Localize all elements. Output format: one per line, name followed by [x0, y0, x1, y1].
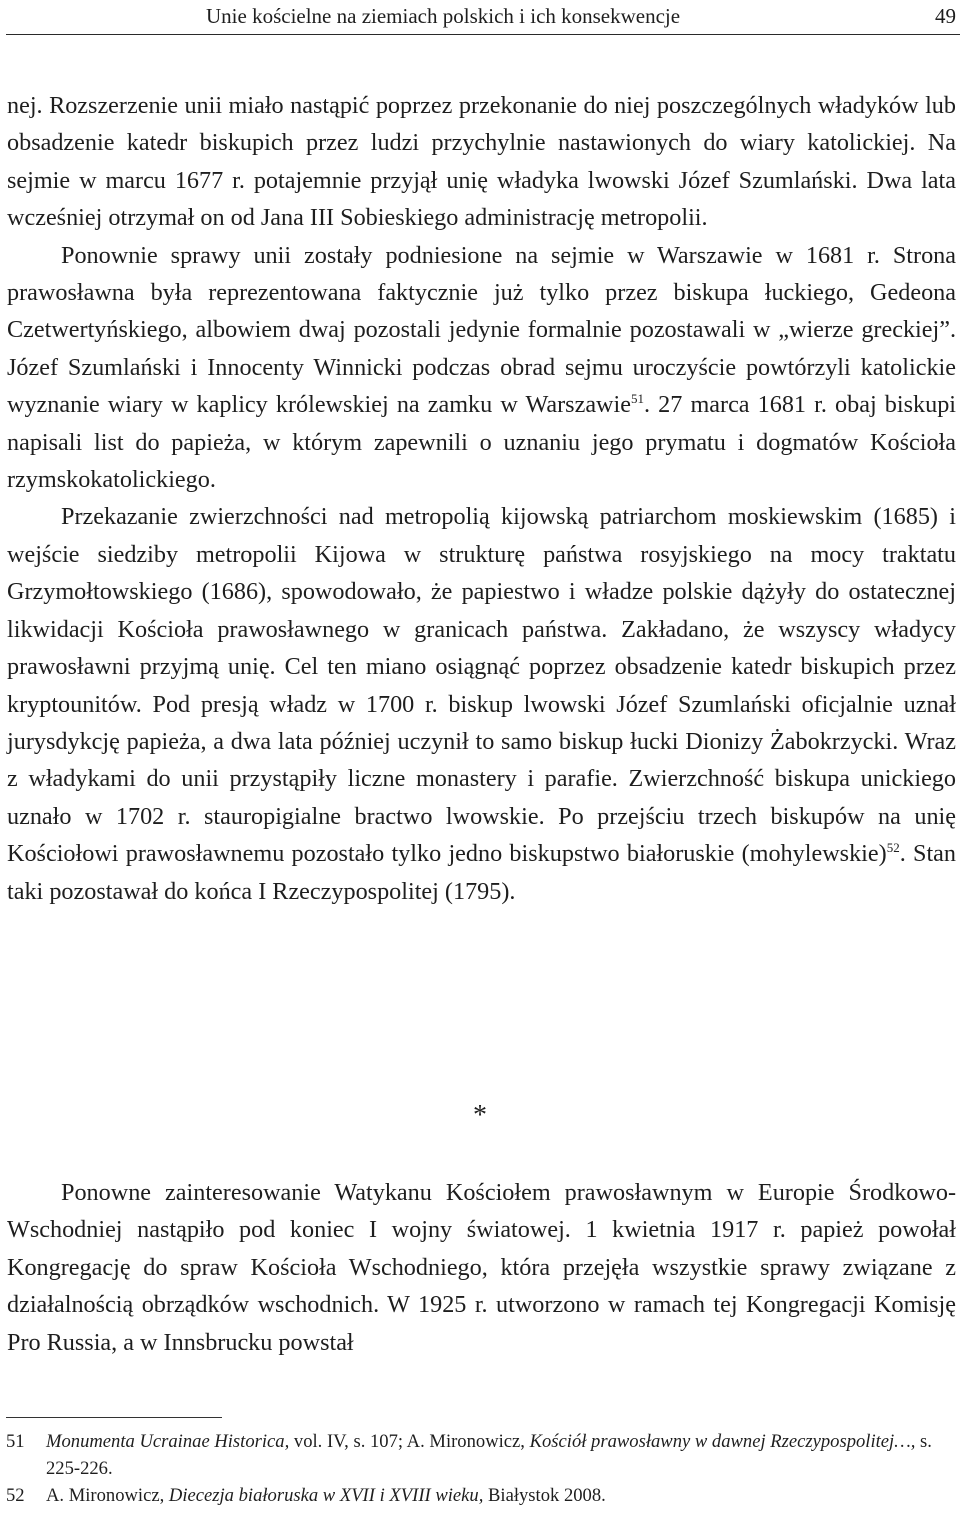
running-header-title: Unie kościelne na ziemiach polskich i ich konsekwencje	[206, 4, 681, 28]
footnote-plain: s. 225-226.	[46, 1431, 932, 1479]
paragraph-1	[7, 87, 956, 237]
running-header	[6, 4, 960, 34]
paragraph-2-text-cont: . 27 marca 1681 r. obaj biskupi napisali list do papieża, w którym zapewnili o uznaniu jego prymatu i dogmatów Kościoła rzymskokatolickiego.	[7, 391, 957, 494]
footnote-number: 52	[6, 1485, 25, 1506]
footnote-title: Monumenta Ucrainae Historica,	[46, 1431, 290, 1452]
footnote-plain: Białystok 2008.	[483, 1485, 606, 1506]
footnote-text	[46, 1482, 956, 1509]
section-2-text	[7, 1174, 956, 1361]
footnote-plain: A. Mironowicz,	[46, 1485, 169, 1506]
main-text	[7, 87, 956, 910]
footnote-text	[46, 1428, 956, 1482]
page-number: 49	[935, 4, 956, 28]
section-separator: *	[473, 1100, 487, 1131]
footnote-title: Kościół prawosławny w dawnej Rzeczypospolitej…,	[529, 1431, 916, 1452]
paragraph-4: Ponowne zainteresowanie Watykanu Kościołem prawosławnym w Europie Środkowo-Wschodniej nastąpiło pod koniec I wojny światowej. 1 kwietnia 1917 r. papież powołał Kongregację do spraw Kościoła Wschodniego, która przejęła wszystkie sprawy związane z działalnością obrządków wschodnich. W 1925 r. utworzono w ramach tej Kongregacji Komisję Pro Russia, a w Innsbrucku powstał	[7, 1179, 956, 1356]
paragraph-3-text-cont: . Stan taki pozostawał do końca I Rzeczypospolitej (1795).	[7, 840, 956, 905]
footnote-plain: vol. IV, s. 107; A. Mironowicz,	[289, 1431, 530, 1452]
paragraph-3	[7, 498, 956, 909]
paragraph-2	[7, 237, 956, 499]
footnote-rule	[6, 1417, 222, 1418]
footnote-title: Diecezja białoruska w XVII i XVIII wieku,	[168, 1485, 484, 1506]
footnote-51	[6, 1428, 956, 1482]
paragraph-3-text: Przekazanie zwierzchności nad metropolią kijowską patriarchom moskiewskim (1685) i wejście siedziby metropolii Kijowa w strukturę państwa rosyjskiego na mocy traktatu Grzymołtowskiego (1686), spowodowało, że papiestwo i władze polskie dążyły do ostatecznej likwidacji Kościoła prawosławnego w granicach państwa. Zakładano, że wszyscy władycy prawosławni przyjmą unię. Cel ten miano osiągnąć poprzez obsadzenie katedr biskupich przez kryptounitów. Pod presją władz w 1700 r. biskup lwowski Józef Szumlański oficjalnie uznał jurysdykcję papieża, a dwa lata później uczynił to samo biskup łucki Dionizy Żabokrzycki. Wraz z władykami do unii przystąpiły liczne monastery i parafie. Zwierzchność biskupa unickiego uznało w 1702 r. stauropigialne bractwo lwowskie. Po przejściu trzech biskupów na unię Kościołowi prawosławnemu pozostało tylko jedno biskupstwo białoruskie (mohylewskie)	[7, 503, 956, 868]
paragraph-2-text: Ponownie sprawy unii zostały podniesione na sejmie w Warszawie w 1681 r. Strona prawosławna była reprezentowana faktycznie już tylko przez biskupa łuckiego, Gedeona Czetwertyńskiego, albowiem dwaj pozostali jedynie formalnie pozostawali w „wierze greckiej”. Józef Szumlański i Innocenty Winnicki podczas obrad sejmu uroczyście powtórzyli katolickie wyznanie wiary w kaplicy królewskiej na zamku w Warszawie	[7, 241, 956, 419]
footnotes	[6, 1428, 956, 1509]
footnote-52	[6, 1482, 956, 1509]
paragraph-1-text: nej. Rozszerzenie unii miało nastąpić poprzez przekonanie do niej poszczególnych władyków lub obsadzenie katedr biskupich przez ludzi przychylnie nastawionych do wiary katolickiej. Na sejmie w marcu 1677 r. potajemnie przyjął unię władyka lwowski Józef Szumlański. Dwa lata wcześniej otrzymał on od Jana III Sobieskiego administrację metropolii.	[7, 92, 956, 232]
footnote-ref-52[interactable]: 52	[886, 840, 900, 856]
footnote-number: 51	[6, 1431, 25, 1452]
footnote-ref-51[interactable]: 51	[631, 391, 644, 407]
header-rule	[6, 34, 960, 35]
